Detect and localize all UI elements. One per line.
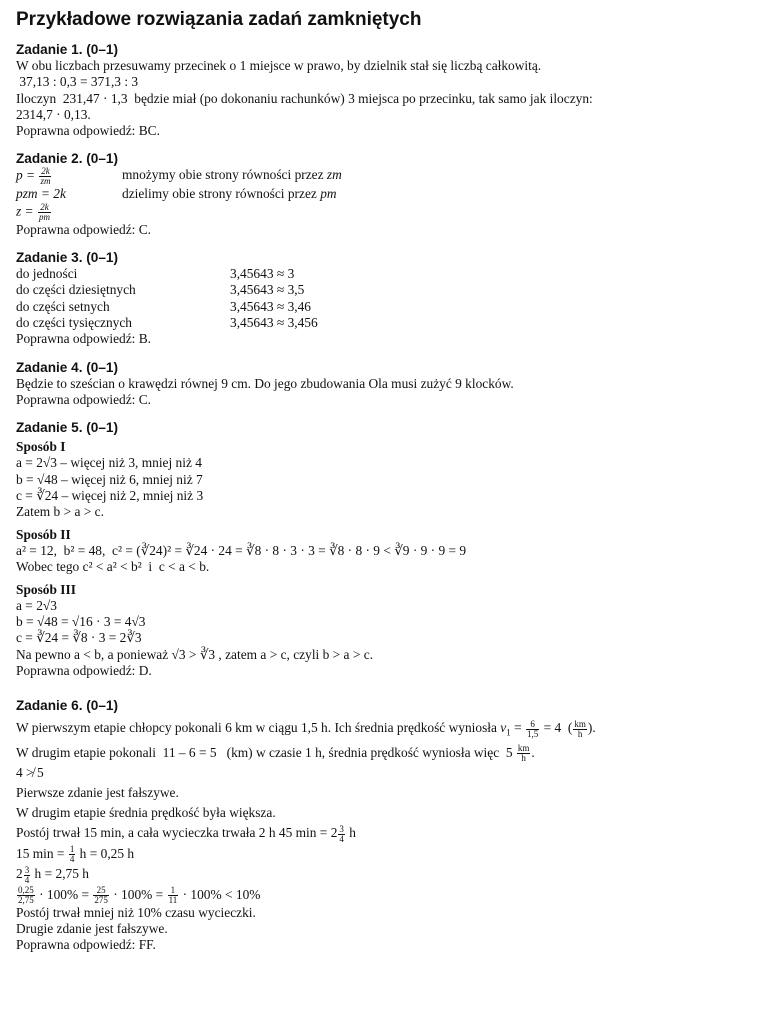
page-title: Przykładowe rozwiązania zadań zamkniętych [16, 9, 422, 30]
task-1 [16, 41, 756, 139]
task-2-row-1 [16, 167, 756, 186]
task-6-line-7: 15 min = $\frac{1}{4}$ h = 0,25 h [16, 844, 135, 865]
task-6 [16, 697, 756, 953]
task-3-row: do części tysięcznych 3,45643 ≈ 3,456 [16, 314, 318, 330]
task-6-line-8: 2 $\frac{3}{4}$ h = 2,75 h [16, 864, 89, 885]
task-1-line-3: Iloczyn 231,47 · 1,3 będzie miał (po dokonaniu rachunków) 3 miejsca po przecinku, tak samo jak iloczyn: [16, 90, 593, 106]
task-5-method-1-header: Sposób I [16, 439, 66, 455]
task-5-method-2-header: Sposób II [16, 526, 71, 542]
task-1-line-2: 37,13 : 0,3 = 371,3 : 3 [16, 74, 139, 90]
task-2-note-1: mnożymy obie strony równości przez zm [122, 167, 342, 183]
task-3-header: Zadanie 3. (0–1) [16, 250, 118, 266]
fraction: $\frac{6}{1,5}$ [527, 718, 539, 739]
task-4-answer: Poprawna odpowiedź: C. [16, 391, 151, 407]
task-6-line-4: Pierwsze zdanie jest fałszywe. [16, 785, 179, 801]
task-2-answer: Poprawna odpowiedź: C. [16, 221, 151, 237]
task-5-answer: Poprawna odpowiedź: D. [16, 663, 152, 679]
fraction: $\frac{3}{4}$ [339, 823, 344, 844]
task-2-note-2: dzielimy obie strony równości przez pm [122, 186, 337, 202]
task-2-formula-3: z = $\frac{2k}{pm}$ [16, 201, 50, 222]
task-5-m2-line: a² = 12, b² = 48, c² = (∛24)² = ∛24 · 24 = ∛8 · 8 · 3 · 3 = ∛8 · 8 · 9 < ∛9 · 9 · 9 = 9 [16, 542, 467, 558]
task-3-row: do części setnych 3,45643 ≈ 3,46 [16, 298, 311, 314]
task-6-answer: Poprawna odpowiedź: FF. [16, 937, 156, 953]
task-1-line-4: 2314,7 · 0,13. [16, 106, 91, 122]
task-1-line-1: W obu liczbach przesuwamy przecinek o 1 miejsce w prawo, by dzielnik stał się liczbą całkowitą. [16, 58, 542, 73]
fraction: $\frac{2k}{pm}$ [38, 201, 50, 222]
fraction: $\frac{0,25}{2,75}$ [18, 885, 34, 906]
task-5-m1-line: b = √48 – więcej niż 6, mniej niż 7 [16, 471, 203, 487]
unit-fraction: $\frac{km}{h}$ [574, 718, 586, 739]
task-6-header: Zadanie 6. (0–1) [16, 698, 118, 714]
task-3-row: do części dziesiętnych 3,45643 ≈ 3,5 [16, 282, 305, 298]
task-1-header: Zadanie 1. (0–1) [16, 42, 118, 57]
task-6-line-6: Postój trwał 15 min, a cała wycieczka trwała 2 h 45 min = 2 $\frac{3}{4}$ h [16, 823, 356, 844]
task-5-m3-line: a = 2√3 [16, 597, 57, 613]
task-6-line-1: W pierwszym etapie chłopcy pokonali 6 km w ciągu 1,5 h. Ich średnia prędkość wyniosła $v_1$ = $\frac{6}{1,5}$ = 4 ( $\frac{km}{h}$ ). [16, 718, 596, 739]
fraction: $\frac{25}{275}$ [94, 885, 108, 906]
task-2-header: Zadanie 2. (0–1) [16, 151, 118, 167]
task-3 [16, 249, 756, 347]
task-5-m1-line: Zatem b > a > c. [16, 504, 104, 520]
fraction: $\frac{1}{4}$ [69, 844, 75, 865]
task-6-line-5: W drugim etapie średnia prędkość była większa. [16, 805, 276, 821]
task-4-line-1: Będzie to sześcian o krawędzi równej 9 cm. Do jego zbudowania Ola musi zużyć 9 klocków. [16, 375, 514, 391]
task-2-formula-1: p = $\frac{2k}{zm}$ [16, 166, 51, 187]
task-2-row-2 [16, 186, 756, 202]
task-5-m3-line: c = ∛24 = ∛8 · 3 = 2∛3 [16, 630, 142, 646]
unit-fraction: $\frac{km}{h}$ [517, 743, 530, 764]
task-6-line-9: $\frac{0,25}{2,75}$ · 100% = $\frac{25}{275}$ · 100% = $\frac{1}{11}$ · 100% < 10% [18, 885, 261, 906]
task-5-header: Zadanie 5. (0–1) [16, 420, 118, 436]
task-5 [16, 419, 756, 679]
task-5-m2-line: Wobec tego c² < a² < b² i c < a < b. [16, 559, 210, 575]
fraction: $\frac{2k}{zm}$ [40, 166, 51, 187]
task-5-m1-line: c = ∛24 – więcej niż 2, mniej niż 3 [16, 488, 204, 504]
task-5-m1-line: a = 2√3 – więcej niż 3, mniej niż 4 [16, 455, 202, 471]
task-4 [16, 359, 756, 409]
task-5-m3-line: Na pewno a < b, a ponieważ √3 > ∛3 , zatem a > c, czyli b > a > c. [16, 646, 374, 662]
task-4-header: Zadanie 4. (0–1) [16, 359, 118, 375]
task-6-line-3: 4 ≯ 5 [16, 765, 44, 781]
task-2-row-3 [16, 203, 756, 222]
task-3-row: do jedności 3,45643 ≈ 3 [16, 266, 295, 282]
task-6-line-2: W drugim etapie pokonali 11 – 6 = 5 (km) w czasie 1 h, średnia prędkość wyniosła więc 5 $\frac{km}{h}$ . [16, 743, 535, 764]
task-2-formula-2: pzm = 2k [16, 186, 66, 202]
task-3-answer: Poprawna odpowiedź: B. [16, 331, 151, 347]
document-page [16, 8, 756, 964]
fraction: $\frac{1}{11}$ [168, 885, 178, 906]
task-1-answer: Poprawna odpowiedź: BC. [16, 123, 160, 139]
task-6-line-10: Postój trwał mniej niż 10% czasu wycieczki. [16, 905, 256, 921]
task-5-m3-line: b = √48 = √16 · 3 = 4√3 [16, 614, 146, 630]
task-6-line-11: Drugie zdanie jest fałszywe. [16, 921, 168, 937]
task-2 [16, 150, 756, 238]
fraction: $\frac{3}{4}$ [24, 864, 30, 885]
task-5-method-3-header: Sposób III [16, 581, 76, 597]
